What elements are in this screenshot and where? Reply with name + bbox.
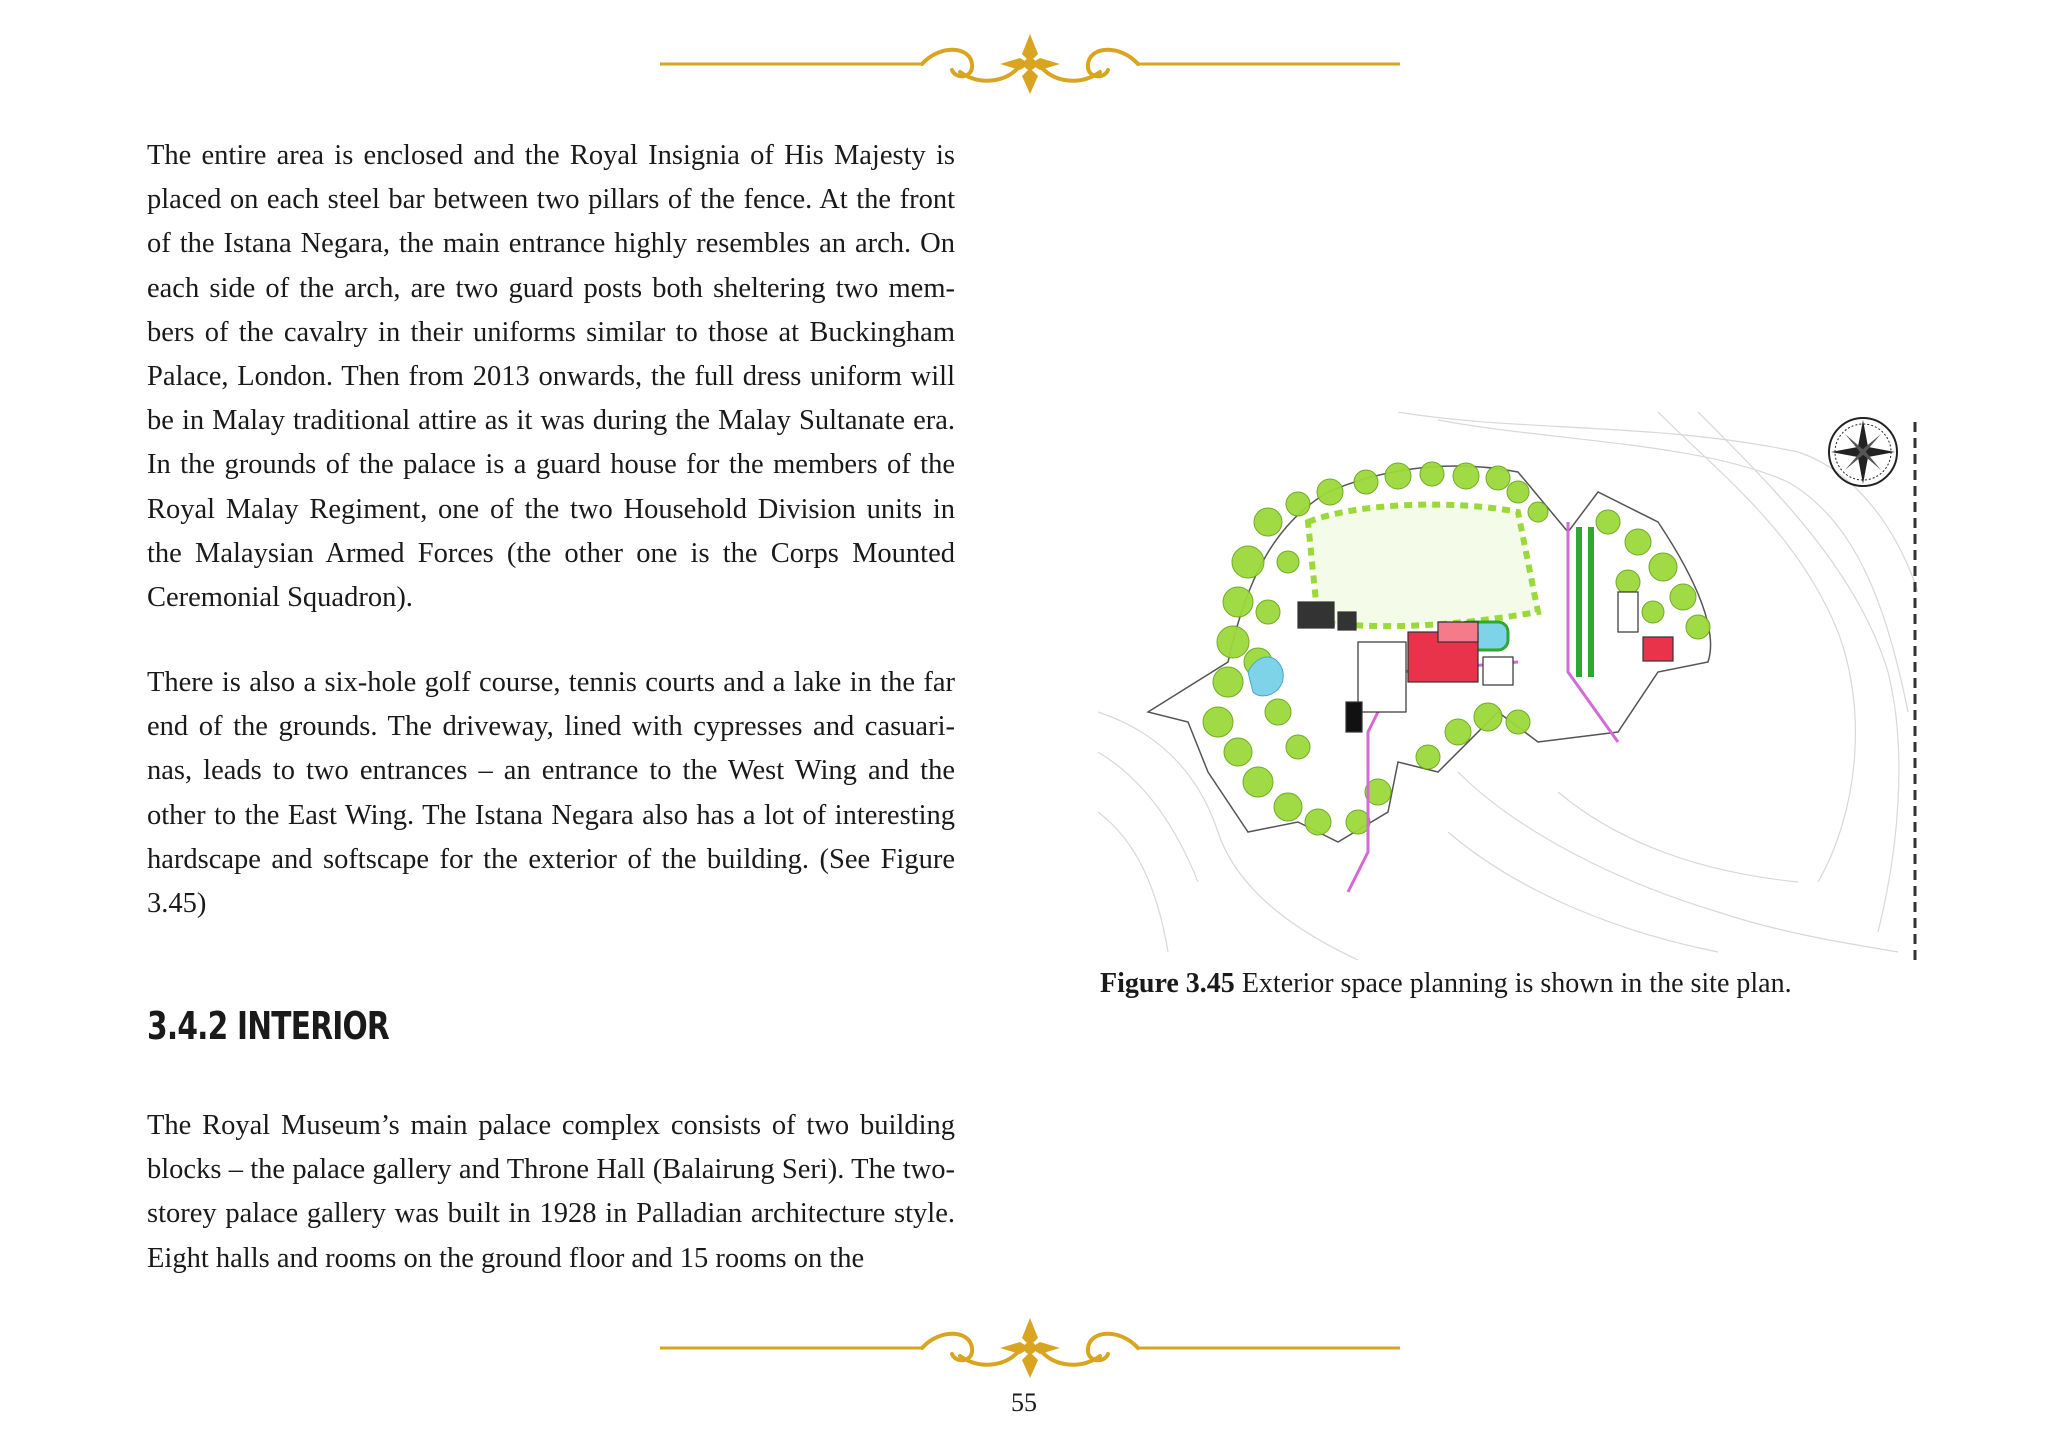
compass-rose-icon — [1829, 418, 1897, 486]
site-plan-figure — [1098, 412, 1918, 960]
body-paragraph-1: The entire area is enclosed and the Royal Insignia of His Majesty is placed on each steel bar between two pillars of the fence. At the front of the Istana Negara, the main entrance highly resembles an arch. On each side of the arch, are two guard posts both sheltering two members of the cavalry in their uniforms similar to those at Buckingham Palace, London. Then from 2013 onwards, the full dress uniform will be in Malay traditional attire as it was during the Malay Sultanate era. In the grounds of the palace is a guard house for the members of the Royal Malay Regiment, one of the two Household Division units in the Malaysian Armed Forces (the other one is the Corps Mounted Ceremonial Squadron). — [147, 140, 955, 614]
bottom-ornament — [660, 1316, 1400, 1386]
figure-caption-text: Exterior space planning is shown in the site plan. — [1234, 968, 1792, 999]
figure-caption — [1100, 966, 1950, 1002]
page-number: 55 — [1011, 1388, 1037, 1417]
top-ornament — [660, 32, 1400, 102]
figure-label: Figure 3.45 — [1100, 968, 1235, 999]
section-heading: 3.4.2 INTERIOR — [147, 1004, 389, 1048]
body-paragraph-2: There is also a six-hole golf course, tennis courts and a lake in the far end of the grounds. The driveway, lined with cypresses and casuarinas, leads to two entrances – an entrance to the West Wing and the other to the East Wing. The Istana Negara also has a lot of interesting hardscape and softscape for the exterior of the building. (See Figure 3.45) — [147, 667, 955, 920]
body-paragraph-3: The Royal Museum’s main palace complex consists of two building blocks – the palace gallery and Throne Hall (Balairung Seri). The two-storey palace gallery was built in 1928 in Palladian architecture style. Eight halls and rooms on the ground floor and 15 rooms on the — [147, 1110, 955, 1274]
